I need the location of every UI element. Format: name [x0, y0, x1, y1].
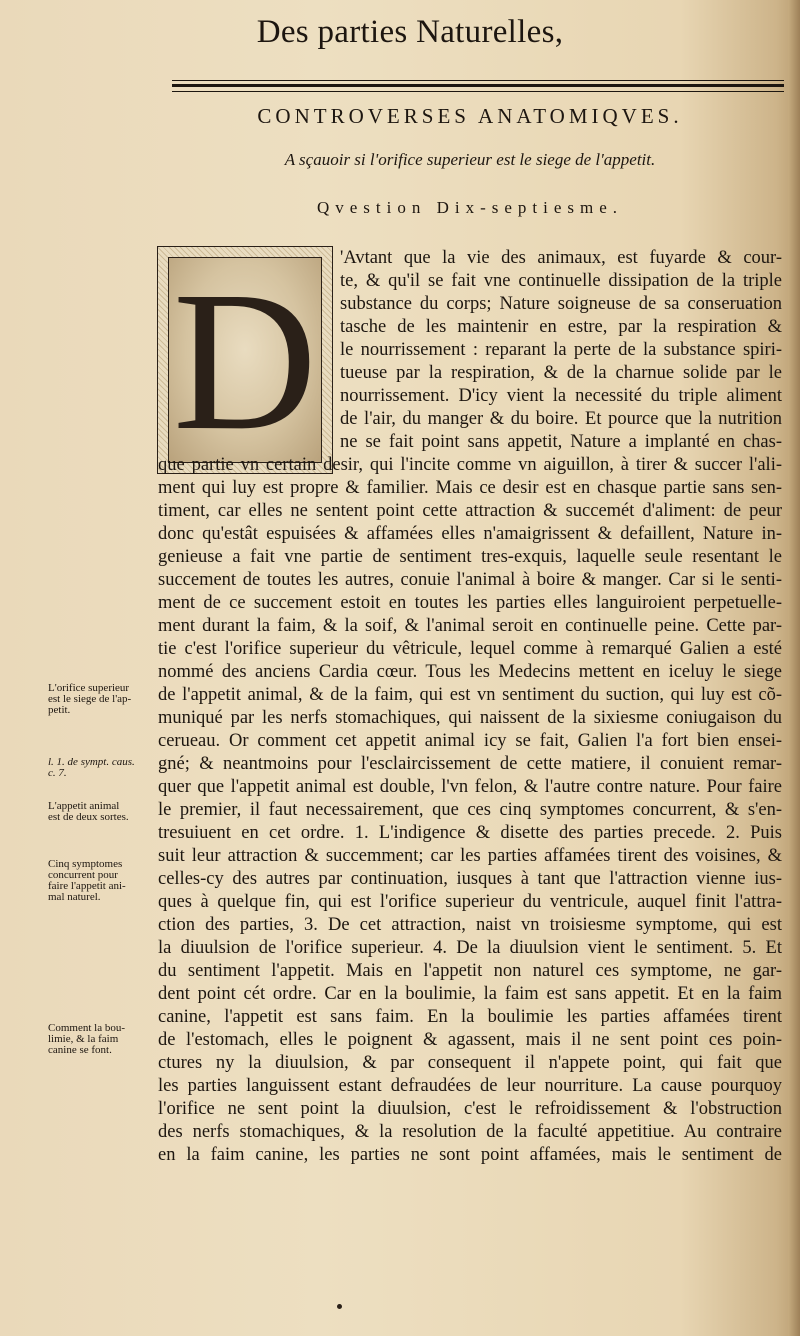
section-title: CONTROVERSES ANATOMIQVES.: [257, 104, 683, 128]
initial-ornament: [168, 251, 322, 472]
text-line: en la faim canine, les parties ne sont point affamées, mais le sentiment de: [158, 1145, 782, 1165]
text-line: canine, l'appetit est sans faim. En la boulimie les parties affamées tirent: [158, 1007, 782, 1027]
text-line: ment durant la faim, & la soif, & l'animal seroit en continuelle peine. Cette par-: [158, 616, 782, 636]
text-line: succement de toutes les autres, conuie l'animal à boire & manger. Car si le senti-: [158, 570, 782, 590]
page-gutter: [788, 0, 800, 1336]
text-line: genieuse a fait vne partie de sentiment tres-exquis, laquelle seule resentant le: [158, 547, 782, 567]
text-line: ne se fait point sans appetit, Nature a implanté en chas-: [340, 432, 782, 452]
margin-note-line: concurrent pour: [48, 869, 118, 881]
margin-note-line: petit.: [48, 704, 71, 716]
text-line: muniqué par les nerfs stomachiques, qui naissent de la sixiesme coniugaison du: [158, 708, 782, 728]
header-rule: [172, 80, 784, 81]
text-line: ctures ny la diuulsion, & par consequent il n'appete point, qui fait que: [158, 1053, 782, 1073]
text-line: nommé des anciens Cardia cœur. Tous les Medecins mettent en iceluy le siege: [158, 662, 782, 682]
text-line: que partie vn certain desir, qui l'incite comme vn aiguillon, à tirer & succer l'ali-: [158, 455, 782, 475]
text-line: les parties languissent estant defraudées de leur nourriture. La cause pourquoy: [158, 1076, 782, 1096]
text-line: tueuse par la respiration, & de la charnue solide par le: [340, 363, 782, 383]
text-line: de l'estomach, elles le poignent & agassent, mais il ne sent point ces poin-: [158, 1030, 782, 1050]
text-line: le nourrissement : reparant la perte de la substance spiri-: [340, 340, 782, 360]
text-line: 'Avtant que la vie des animaux, est fuyarde & cour-: [340, 248, 782, 268]
text-line: donc qu'estât espuisées & affamées elles n'amaigrissent & defaillent, Nature in-: [158, 524, 782, 544]
text-line: timent, car elles ne sentent point cette attraction & succemét d'aliment: de peur: [158, 501, 782, 521]
header-rule: [172, 91, 784, 92]
margin-note-line: Comment la bou-: [48, 1022, 125, 1034]
text-line: suit leur attraction & succemment; car les parties affamées tirent des voisines, &: [158, 846, 782, 866]
text-line: de l'appetit animal, & de la faim, qui est vn sentiment du suction, qui luy est cõ-: [158, 685, 782, 705]
question-heading: Qvestion Dix-septiesme.: [316, 198, 624, 217]
margin-note-line: est de deux sortes.: [48, 811, 129, 823]
decorated-initial: [157, 246, 333, 474]
text-line: cerueau. Or comment cet appetit animal icy se fait, Galien l'a fort bien ensei-: [158, 731, 782, 751]
margin-note-line: Cinq symptomes: [48, 858, 123, 870]
margin-note-line: est le siege de l'ap-: [48, 693, 132, 705]
page-mark: [337, 1304, 342, 1309]
text-line: dent point cét ordre. Car en la boulimie, la faim est sans appetit. Et en la faim: [158, 984, 782, 1004]
subtitle: A sçauoir si l'orifice superieur est le siege de l'appetit.: [284, 150, 656, 169]
text-line: te, & qu'il se fait vne continuelle dissipation de la triple: [340, 271, 782, 291]
text-line: des nerfs stomachiques, & la resolution de la faculté appetitiue. Au contraire: [158, 1122, 782, 1142]
margin-note-line: limie, & la faim: [48, 1033, 119, 1045]
text-line: ques à quelque fin, qui est l'orifice superieur du ventricule, auquel finit l'attra-: [158, 892, 782, 912]
text-line: ction des parties, 3. De cet attraction, naist vn troisiesme symptome, qui est: [158, 915, 782, 935]
text-line: substance du corps; Nature soigneuse de sa conseruation: [340, 294, 782, 314]
text-line: la diuulsion de l'orifice superieur. 4. De la diuulsion vient le sentiment. 5. Et: [158, 938, 782, 958]
text-line: du sentiment l'appetit. Mais en l'appetit non naturel ces symptome, ne gar-: [158, 961, 782, 981]
text-line: celles-cy des autres par continuation, iusques à tant que l'attraction vienne ius-: [158, 869, 782, 889]
margin-note-line: L'orifice superieur: [48, 682, 130, 694]
text-line: tie c'est l'orifice superieur du vêtricule, lequel comme à remarqué Galien a esté: [158, 639, 782, 659]
text-line: ment qui luy est propre & familier. Mais ce desir est en chasque partie sans sen-: [158, 478, 782, 498]
running-head: Des parties Naturelles,: [256, 14, 564, 50]
margin-note-line: L'appetit animal: [48, 800, 120, 812]
text-line: nourrissement. D'icy vient la necessité du triple aliment: [340, 386, 782, 406]
header-rule-thick: [172, 84, 784, 87]
margin-note-line: canine se font.: [48, 1044, 112, 1056]
text-line: quer que l'appetit animal est double, l'vn felon, & l'autre contre nature. Pour faire: [158, 777, 782, 797]
margin-note-line: faire l'appetit ani-: [48, 880, 126, 892]
text-line: le premier, il faut necessairement, que ces cinq symptomes concurrent, & s'en-: [158, 800, 782, 820]
drop-cap-letter: D: [172, 251, 318, 472]
text-line: l'orifice ne sent point la diuulsion, c'est le refroidissement & l'obstruction: [158, 1099, 782, 1119]
margin-note-line: c. 7.: [48, 767, 67, 779]
text-line: tasche de les maintenir en estre, par la respiration &: [340, 317, 782, 337]
margin-note-line: mal naturel.: [48, 891, 101, 903]
margin-note-line: l. 1. de sympt. caus.: [48, 756, 135, 768]
text-line: ment de ce succement estoit en toutes les parties elles languiroient perpetuelle-: [158, 593, 782, 613]
text-line: tresuiuent en cet ordre. 1. L'indigence & disette des parties precede. 2. Puis: [158, 823, 782, 843]
text-line: gné; & neantmoins pour l'esclaircissement de cette matiere, il conuient remar-: [158, 754, 782, 774]
text-line: de l'air, du manger & du boire. Et pource que la nutrition: [340, 409, 782, 429]
